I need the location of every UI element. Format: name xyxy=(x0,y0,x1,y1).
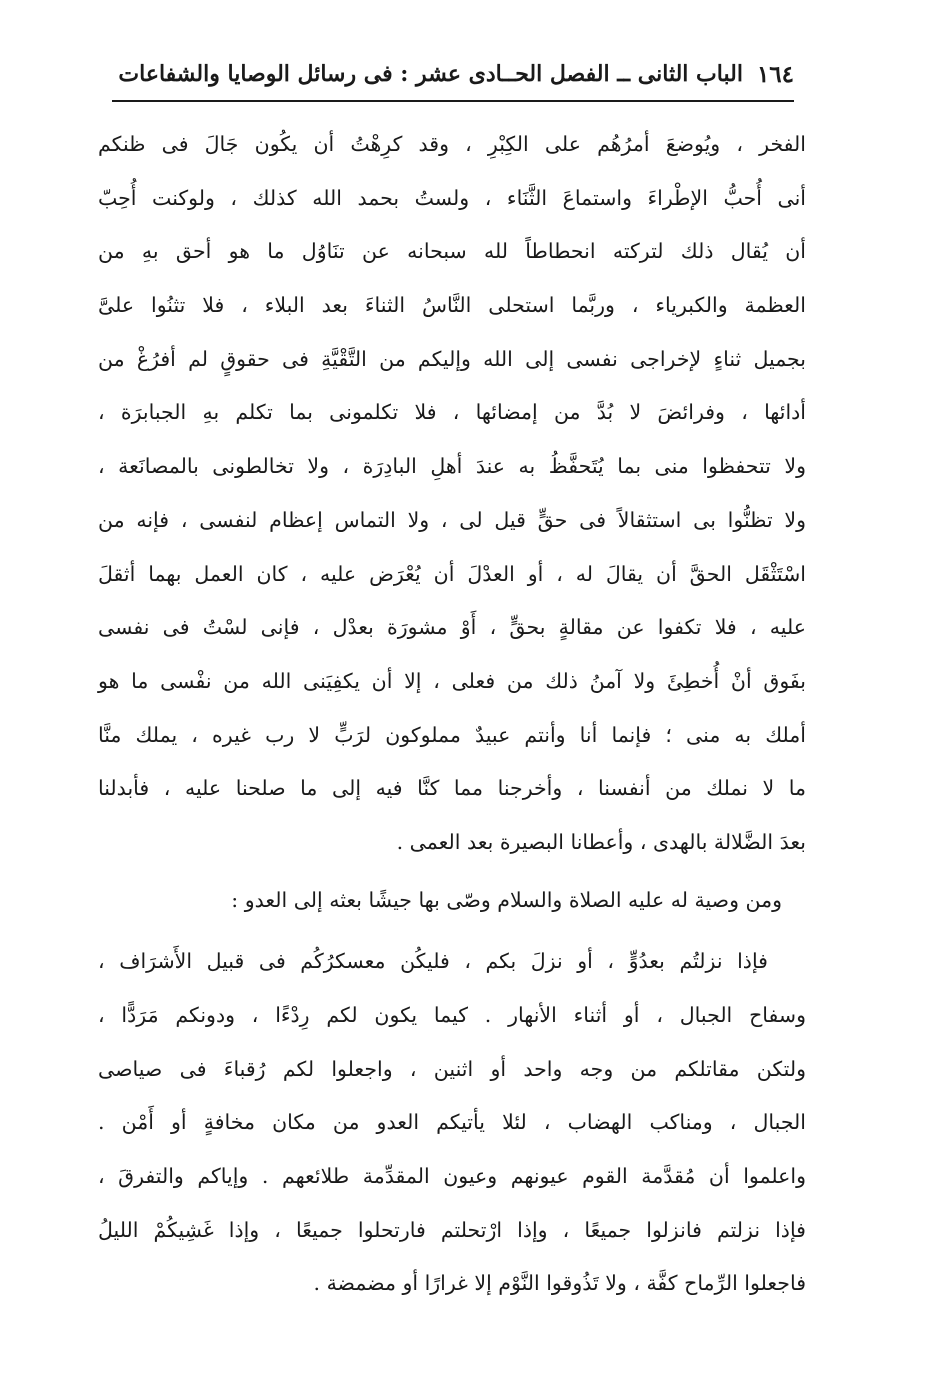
text-line: عليه ، فلا تكفوا عن مقالةٍ بحقٍّ ، أَوْ مشورَة بعدْل ، فإنى لسْتُ فى نفسى xyxy=(98,615,806,640)
text-line: ما لا نملك من أنفسنا ، وأخرجنا مما كنَّا فيه إلى ما صلحنا عليه ، فأبدلنا xyxy=(98,776,806,801)
header-rule xyxy=(112,100,794,102)
text-line: اسْتَثْقَل الحقَّ أن يقالَ له ، أو العدْلَ أن يُعْرَض عليه ، كان العمل بهما أثقلَ xyxy=(98,561,806,586)
text-line: ولا تظنُّوا بى استثقالاً فى حقٍّ قيل لى ، ولا التماس إعظام لنفسى ، فإنه من xyxy=(98,507,806,532)
text-line: بعدَ الضَّلالة بالهدى ، وأعطانا البصيرة بعد العمى . xyxy=(396,829,806,854)
text-line: العظمة والكبرياء ، وربَّما استحلى النَّاسُ الثناءَ بعد البلاء ، فلا تثنُوا علىَّ xyxy=(98,293,806,318)
text-line: وسفاح الجبال ، أو أثناء الأنهار . كيما يكون لكم رِدْءًا ، ودونكم مَرَدًّا ، xyxy=(98,1003,806,1027)
running-header xyxy=(112,52,794,96)
text-line: ولتكن مقاتلكم من وجه واحد أو اثنين ، واجعلوا لكم رُقباءَ فى صياصى xyxy=(98,1056,806,1081)
chapter-title: الباب الثانى ــ الفصل الحــادى عشر : فى رسائل الوصايا والشفاعات xyxy=(118,61,743,87)
text-line: الفخر ، ويُوضعَ أمرُهُم على الكِبْرِ ، وقد كرِهْتُ أن يكُون جَالَ فى ظنكم xyxy=(98,132,806,156)
section-heading: ومن وصية له عليه الصلاة والسلام وصّى بها جيشًا بعثه إلى العدو : xyxy=(231,887,782,912)
body-text xyxy=(98,118,806,1311)
text-line: أنى أُحبُّ الإطْراءَ واستماعَ الثَّنَاء ، ولستُ بحمد الله كذلك ، ولوكنت أُحِبّ xyxy=(98,185,806,210)
paragraph-2 xyxy=(98,935,806,1311)
text-line: فإذا نزلتم فانزلوا جميعًا ، وإذا ارْتحلتم فارتحلوا جميعًا ، وإذا غَشِيكُمْ الليلُ xyxy=(98,1217,806,1242)
text-line: أملك به منى ؛ فإنما أنا وأنتم عبيدٌ مملوكون لرَبٍّ لا رب غيره ، يملك منَّا xyxy=(98,722,806,747)
page-number: ١٦٤ xyxy=(756,60,794,88)
text-line: ولا تتحفظوا منى بما يُتَحفَّظُ به عندَ أهلِ البادِرَة ، ولا تخالطونى بالمصانَعة ، xyxy=(98,454,806,479)
text-line: بفَوق أنْ أُخطِئَ ولا آمنُ ذلك من فعلى ، إلا أن يكفِيَنى الله من نفْسى ما هو xyxy=(98,668,806,693)
paragraph-1 xyxy=(98,118,806,870)
text-line: واعلموا أن مُقدَّمة القوم عيونهم وعيون المقدِّمة طلائعهم . وإياكم والتفرقَ ، xyxy=(98,1164,806,1189)
text-line: بجميل ثناءٍ لإخراجى نفسى إلى الله وإليكم من التَّقْيَّةِ فى حقوقٍ لم أفرُغْ من xyxy=(98,346,806,371)
text-line: فإذا نزلتُم بعدُوٍّ ، أو نزلَ بكم ، فليكُن معسكرُكُم فى قبيل الأَشرَاف ، xyxy=(98,949,768,974)
text-line: أن يُقال ذلك لتركته انحطاطاً لله سبحانه عن تنَاوُل ما هو أحق بهِ من xyxy=(98,239,806,264)
text-line: فاجعلوا الرِّماح كفَّة ، ولا تَذُوقوا النَّوْم إلا غرارًا أو مضمضة . xyxy=(313,1271,806,1296)
text-line: أدائها ، وفرائضَ لا بُدَّ من إمضائها ، فلا تكلمونى بما تكلم بهِ الجبابرَة ، xyxy=(98,400,806,425)
text-line: الجبال ، ومناكب الهضاب ، لئلا يأتيكم العدو من مكان مخافةٍ أو أَمْن . xyxy=(98,1110,806,1135)
